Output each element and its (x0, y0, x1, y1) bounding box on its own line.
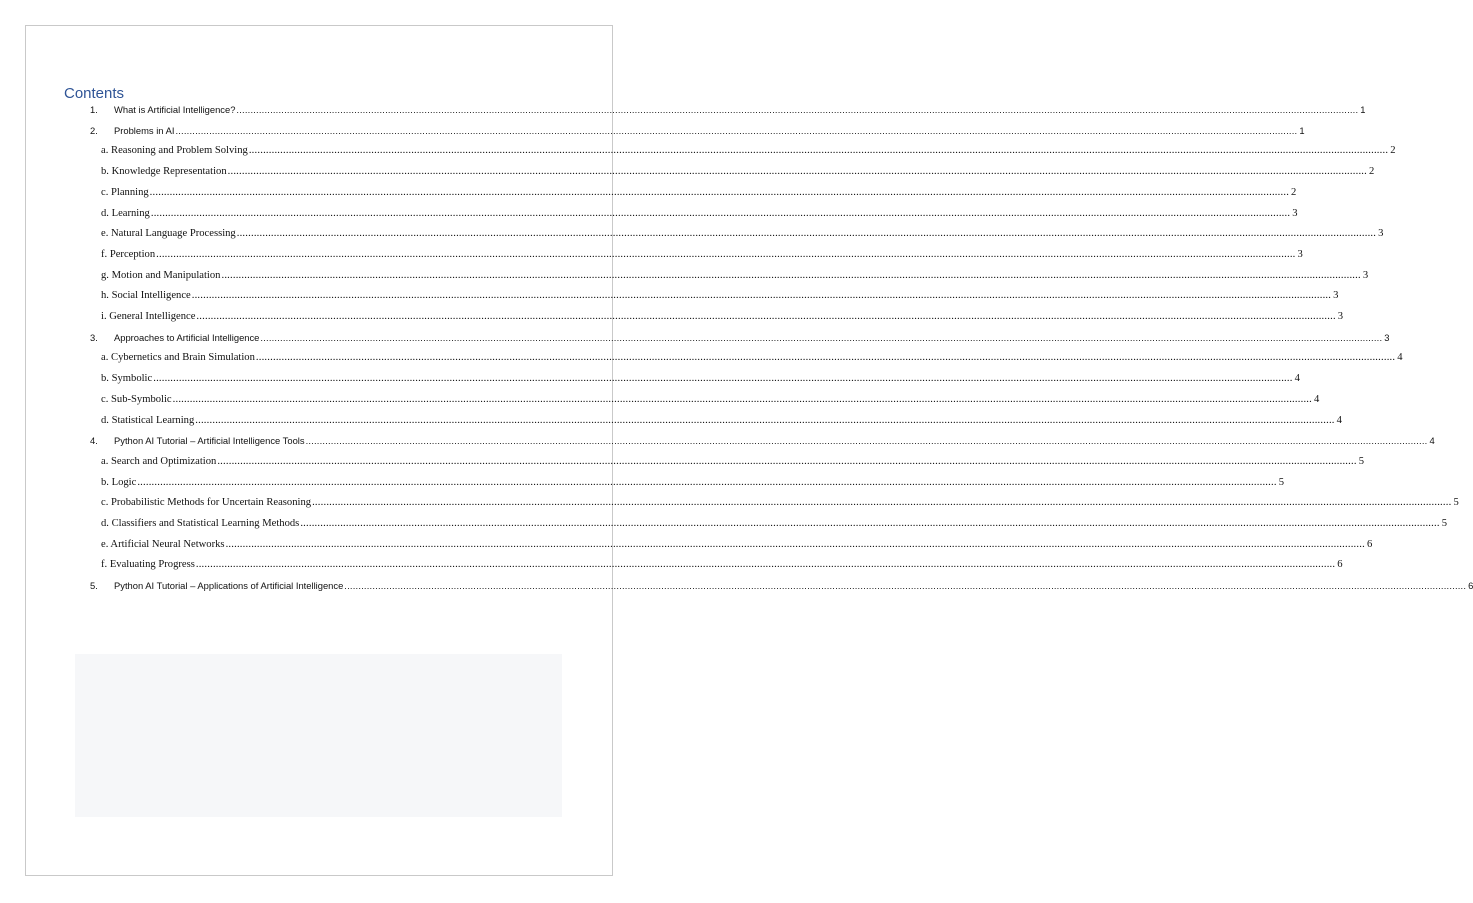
toc-entry[interactable] (101, 248, 1303, 262)
toc-entry[interactable] (101, 207, 1298, 221)
toc-dot-leader: ................................................................................................................................................................................................................................................................................................................................................................................................................ (172, 393, 1312, 405)
toc-entry-page-number: 4 (1314, 393, 1320, 405)
toc-entry-label: Python AI Tutorial – Applications of Artificial Intelligence (114, 580, 344, 592)
toc-entry-label: Problems in AI (114, 124, 175, 136)
toc-entry-label: g. Motion and Manipulation (101, 269, 221, 281)
toc-dot-leader: ................................................................................................................................................................................................................................................................................................................................................................................................................ (255, 352, 1396, 364)
toc-entry-label: b. Knowledge Representation (101, 166, 227, 178)
toc-dot-leader: ................................................................................................................................................................................................................................................................................................................................................................................................................ (236, 104, 1359, 115)
toc-dot-leader: ................................................................................................................................................................................................................................................................................................................................................................................................................ (248, 145, 1389, 157)
toc-dot-leader: ................................................................................................................................................................................................................................................................................................................................................................................................................ (225, 538, 1365, 550)
toc-entry-page-number: 4 (1294, 373, 1300, 385)
toc-entry-label: d. Statistical Learning (101, 414, 195, 426)
toc-entry-page-number: 1 (1299, 124, 1305, 136)
toc-entry[interactable] (101, 558, 1343, 572)
toc-entry-page-number: 3 (1337, 311, 1344, 322)
toc-entry[interactable] (90, 124, 1305, 138)
toc-entry-page-number: 2 (1369, 166, 1375, 178)
toc-dot-leader: ................................................................................................................................................................................................................................................................................................................................................................................................................ (149, 186, 1290, 198)
toc-entry-page-number: 3 (1362, 269, 1369, 281)
toc-entry-label: i. General Intelligence (101, 311, 196, 322)
toc-title: Contents (64, 85, 125, 102)
toc-dot-leader: ................................................................................................................................................................................................................................................................................................................................................................................................................ (195, 414, 1335, 426)
toc-dot-leader: ................................................................................................................................................................................................................................................................................................................................................................................................................ (305, 435, 1428, 447)
toc-entry-page-number: 6 (1468, 580, 1473, 592)
toc-entry[interactable] (101, 310, 1344, 324)
toc-entry-label: c. Planning (101, 186, 149, 198)
toc-dot-leader: ................................................................................................................................................................................................................................................................................................................................................................................................................ (312, 497, 1452, 509)
toc-dot-leader: ................................................................................................................................................................................................................................................................................................................................................................................................................ (344, 580, 1467, 592)
toc-dot-leader: ................................................................................................................................................................................................................................................................................................................................................................................................................ (217, 455, 1357, 467)
blank-content-area (75, 654, 562, 817)
toc-entry-page-number: 4 (1429, 435, 1435, 447)
toc-entry-page-number: 2 (1390, 145, 1396, 157)
toc-entry-label: b. Symbolic (101, 373, 153, 385)
toc-entry-label: f. Evaluating Progress (101, 559, 195, 571)
toc-dot-leader: ................................................................................................................................................................................................................................................................................................................................................................................................................ (300, 518, 1440, 529)
toc-entry-page-number: 3 (1384, 331, 1390, 343)
toc-dot-leader: ................................................................................................................................................................................................................................................................................................................................................................................................................ (221, 269, 1361, 281)
toc-dot-leader: ................................................................................................................................................................................................................................................................................................................................................................................................................ (236, 228, 1377, 240)
toc-dot-leader: ................................................................................................................................................................................................................................................................................................................................................................................................................ (196, 311, 1336, 322)
toc-entry-page-number: 4 (1336, 414, 1342, 426)
toc-entry[interactable] (101, 351, 1403, 365)
toc-dot-leader: ................................................................................................................................................................................................................................................................................................................................................................................................................ (191, 290, 1332, 302)
toc-entry-label: What is Artificial Intelligence? (114, 104, 236, 115)
toc-entry[interactable] (90, 331, 1390, 345)
toc-entry-label: d. Classifiers and Statistical Learning Methods (101, 518, 300, 529)
toc-entry-label: Approaches to Artificial Intelligence (114, 331, 260, 343)
toc-entry[interactable] (101, 289, 1339, 303)
toc-dot-leader: ................................................................................................................................................................................................................................................................................................................................................................................................................ (153, 373, 1293, 385)
toc-entry-label: a. Cybernetics and Brain Simulation (101, 352, 255, 364)
toc-entry-number: 3. (90, 331, 98, 343)
toc-entry-page-number: 1 (1360, 104, 1366, 115)
toc-entry[interactable] (101, 496, 1459, 510)
toc-dot-leader: ................................................................................................................................................................................................................................................................................................................................................................................................................ (175, 124, 1298, 136)
toc-entry[interactable] (90, 579, 1473, 593)
toc-entry-page-number: 5 (1453, 497, 1459, 509)
toc-entry[interactable] (101, 269, 1369, 283)
toc-dot-leader: ................................................................................................................................................................................................................................................................................................................................................................................................................ (195, 559, 1336, 571)
toc-entry-number: 5. (90, 580, 98, 592)
toc-entry[interactable] (90, 434, 1435, 448)
toc-entry-label: c. Sub-Symbolic (101, 393, 172, 405)
toc-dot-leader: ................................................................................................................................................................................................................................................................................................................................................................................................................ (156, 248, 1296, 260)
toc-dot-leader: ................................................................................................................................................................................................................................................................................................................................................................................................................ (150, 207, 1291, 219)
toc-entry-label: d. Learning (101, 207, 150, 219)
toc-entry-page-number: 5 (1358, 455, 1364, 467)
toc-entry-label: e. Natural Language Processing (101, 228, 236, 240)
toc-entry-label: h. Social Intelligence (101, 290, 191, 302)
toc-entry-number: 1. (90, 104, 98, 115)
toc-dot-leader: ................................................................................................................................................................................................................................................................................................................................................................................................................ (227, 166, 1367, 178)
toc-entry-page-number: 5 (1278, 476, 1284, 488)
toc-entry-label: Python AI Tutorial – Artificial Intelligence Tools (114, 435, 305, 447)
toc-entry-number: 2. (90, 124, 98, 136)
toc-entry[interactable] (101, 165, 1375, 179)
toc-entry[interactable] (101, 414, 1342, 428)
toc-entry[interactable] (101, 538, 1373, 552)
toc-entry-page-number: 6 (1366, 538, 1373, 550)
toc-entry[interactable] (101, 372, 1300, 386)
toc-entry-page-number: 2 (1291, 186, 1297, 198)
toc-entry[interactable] (101, 393, 1320, 407)
toc-entry-page-number: 3 (1333, 290, 1339, 302)
toc-entry-label: f. Perception (101, 248, 156, 260)
toc-entry-page-number: 3 (1292, 207, 1298, 219)
toc-dot-leader: ................................................................................................................................................................................................................................................................................................................................................................................................................ (137, 476, 1277, 488)
toc-entry-label: a. Reasoning and Problem Solving (101, 145, 248, 157)
toc-entry[interactable] (101, 186, 1297, 200)
toc-entry-label: a. Search and Optimization (101, 455, 217, 467)
toc-entry[interactable] (101, 227, 1384, 241)
toc-dot-leader: ................................................................................................................................................................................................................................................................................................................................................................................................................ (260, 331, 1383, 343)
toc-entry[interactable] (101, 517, 1447, 531)
toc-entry[interactable] (90, 103, 1366, 117)
toc-entry[interactable] (101, 476, 1284, 490)
toc-entry-page-number: 3 (1378, 228, 1384, 240)
toc-entry-label: b. Logic (101, 476, 137, 488)
toc-entry-page-number: 3 (1297, 248, 1303, 260)
toc-entry[interactable] (101, 455, 1364, 469)
toc-entry-label: c. Probabilistic Methods for Uncertain Reasoning (101, 497, 312, 509)
toc-entry-page-number: 5 (1441, 518, 1447, 529)
toc-entry[interactable] (101, 144, 1396, 158)
toc-entry-page-number: 6 (1337, 559, 1343, 571)
toc-entry-page-number: 4 (1397, 352, 1403, 364)
toc-entry-number: 4. (90, 435, 98, 447)
toc-entry-label: e. Artificial Neural Networks (101, 538, 225, 550)
